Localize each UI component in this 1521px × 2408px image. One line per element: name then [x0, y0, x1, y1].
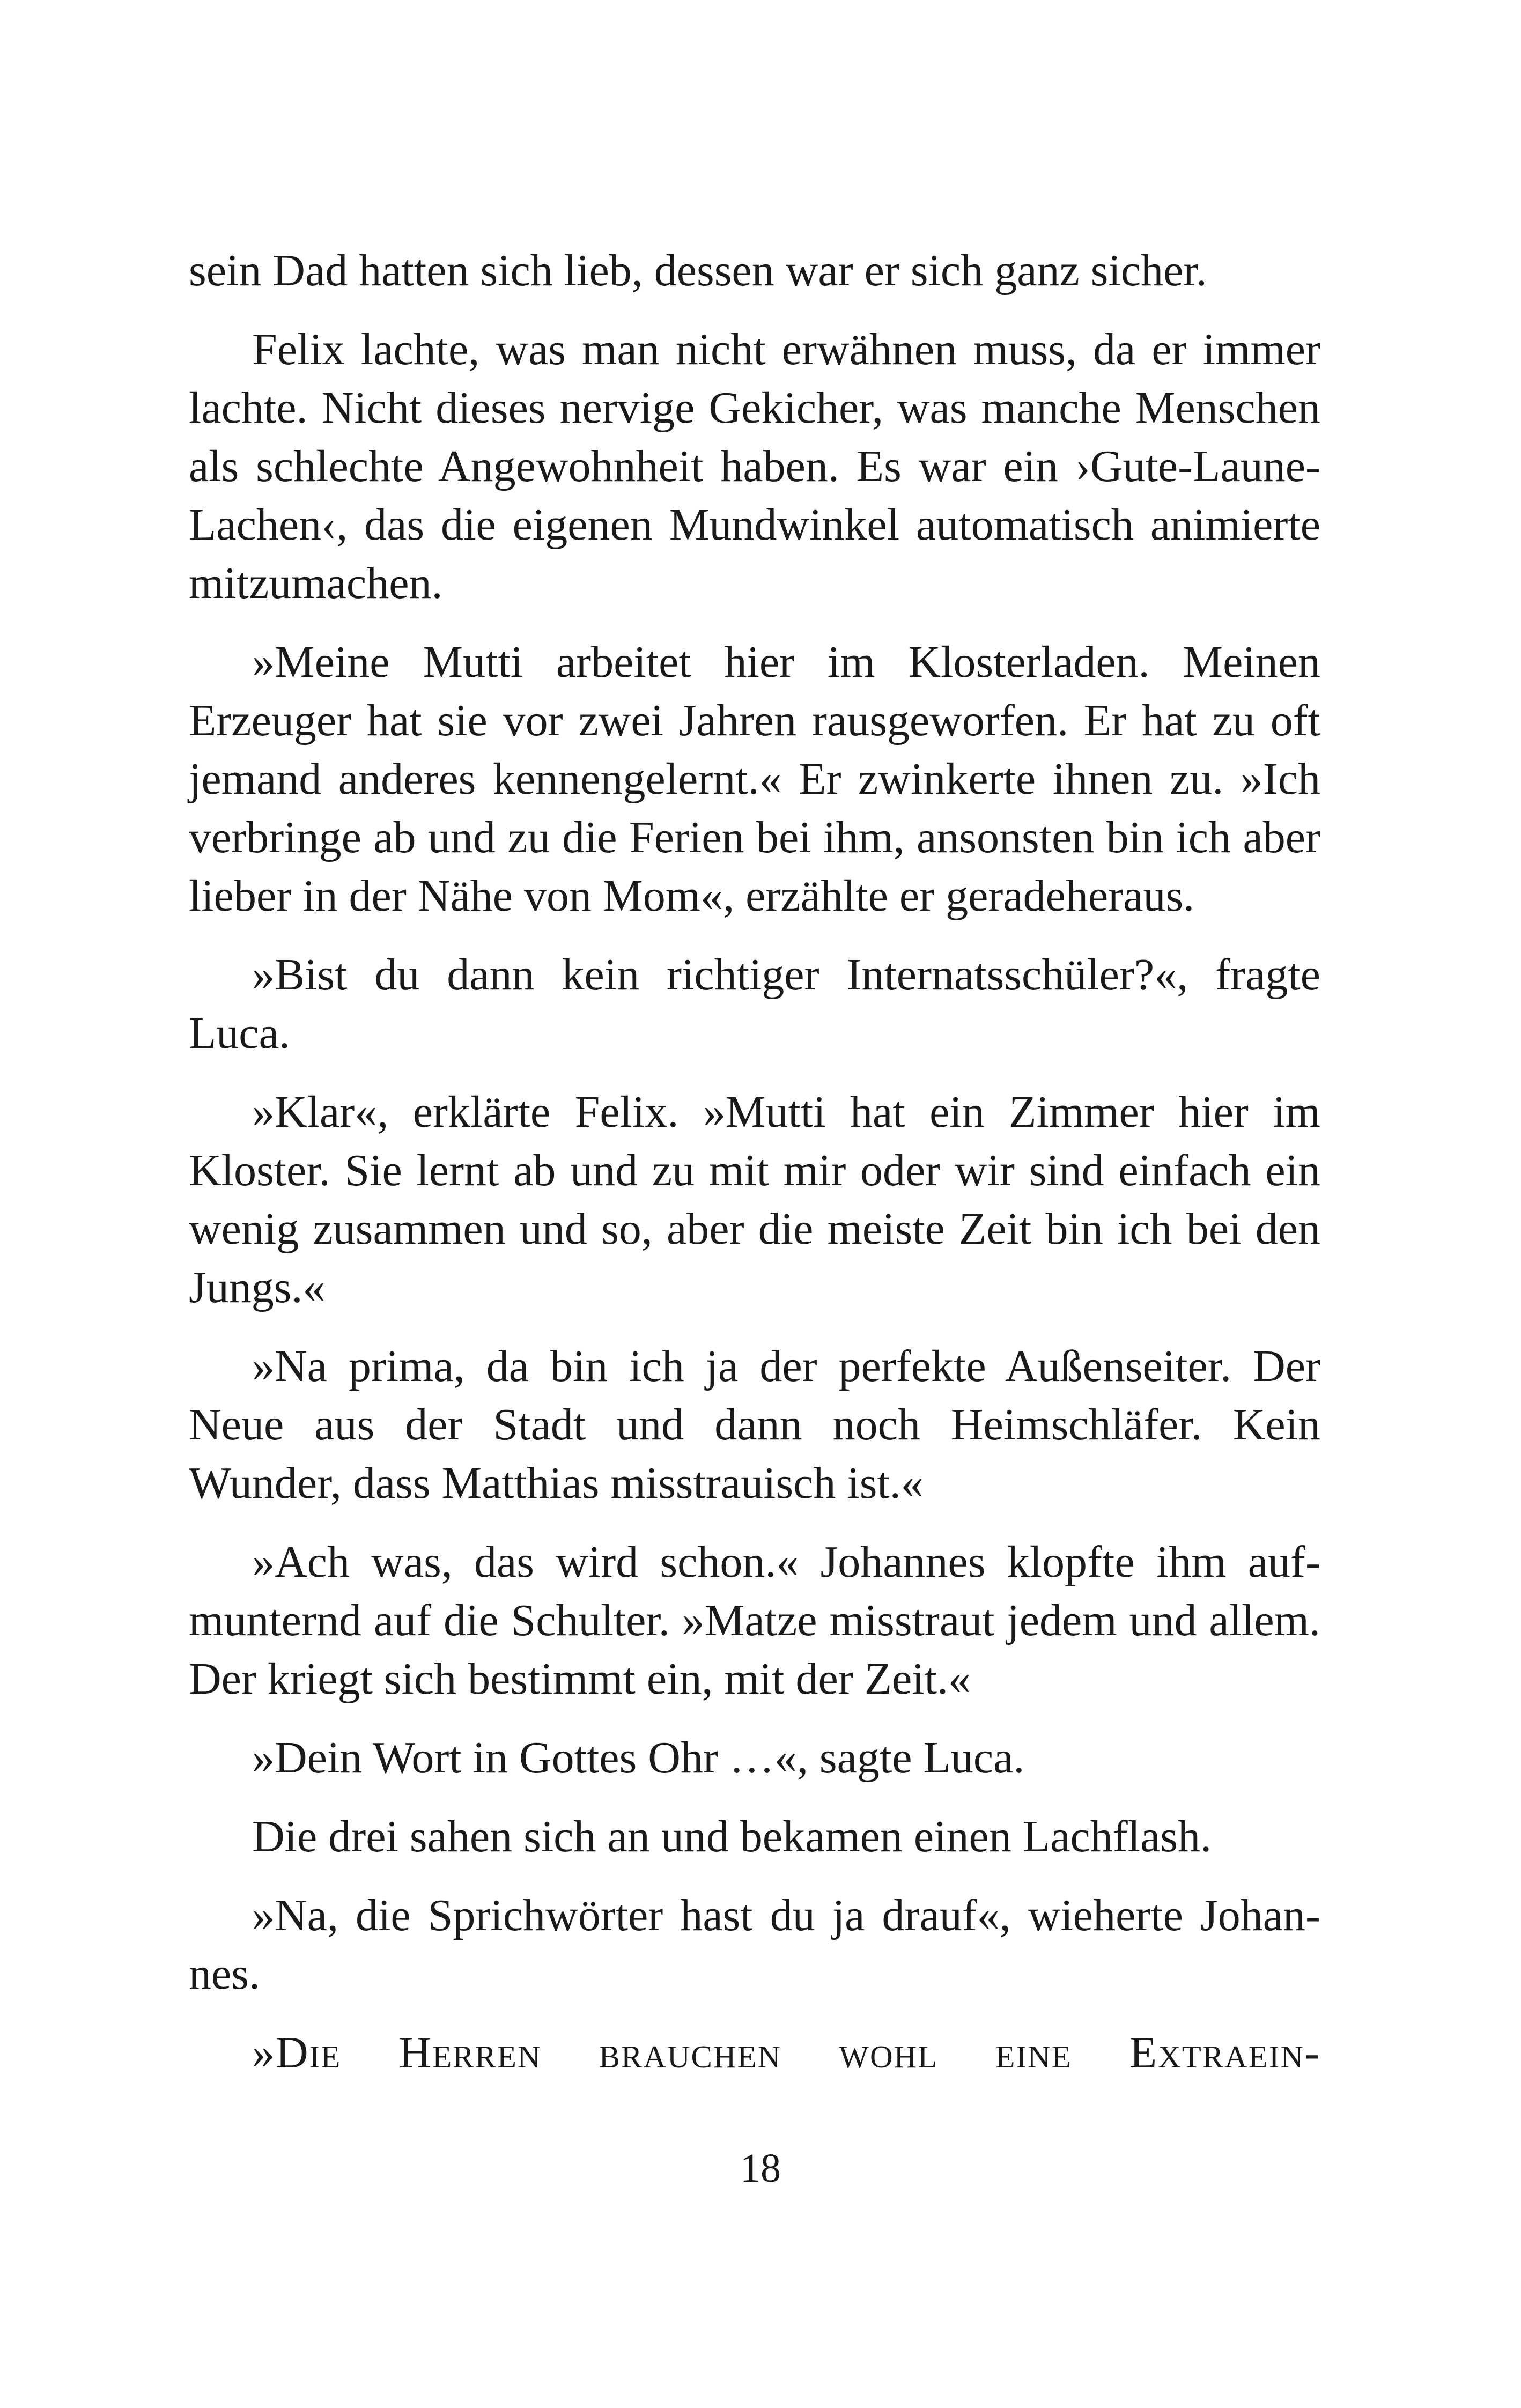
body-text — [189, 241, 1320, 2102]
paragraph-7: »Ach was, das wird schon.« Johannes klopfte ihm aufmunternd auf die Schulter. »Matze misstraut jedem und allem. Der kriegt sich bestimmt ein, mit der Zeit.« — [189, 1537, 1320, 1704]
paragraph-1: sein Dad hatten sich lieb, dessen war er sich ganz sicher. — [189, 246, 1207, 296]
paragraph-continued: »Die Herren brauchen wohl eine Extraein- — [252, 2028, 1320, 2078]
paragraph-3: »Meine Mutti arbeitet hier im Klosterladen. Meinen Erzeuger hat sie vor zwei Jahren rausgeworfen. Er hat zu oft jemand anderes kennengelernt.« Er zwinkerte ihnen zu. »Ich verbringe ab und zu die Ferien bei ihm, ansonsten bin ich aber lieber in der Nähe von Mom«, erzählte er geradeheraus. — [189, 637, 1320, 921]
paragraph-6: »Na prima, da bin ich ja der perfekte Außenseiter. Der Neue aus der Stadt und dann noch Heimschläfer. Kein Wunder, dass Matthias misstrauisch ist.« — [189, 1341, 1320, 1508]
page-number: 18 — [740, 2146, 781, 2191]
paragraph-10: »Na, die Sprichwörter hast du ja drauf«, wieherte Johannes. — [189, 1890, 1320, 1999]
paragraph-2: Felix lachte, was man nicht erwähnen muss, da er immer lachte. Nicht dieses nervige Gekicher, was manche Menschen als schlechte Angewohnheit haben. Es war ein ›Gute-Laune-Lachen‹, das die eigenen Mundwinkel automatisch animierte mitzumachen. — [189, 324, 1320, 608]
paragraph-8: »Dein Wort in Gottes Ohr …«, sagte Luca. — [252, 1733, 1025, 1783]
paragraph-5: »Klar«, erklärte Felix. »Mutti hat ein Zimmer hier im Kloster. Sie lernt ab und zu mit mir oder wir sind einfach ein wenig zusammen und so, aber die meiste Zeit bin ich bei den Jungs.« — [189, 1087, 1320, 1312]
paragraph-9: Die drei sahen sich an und bekamen einen Lachflash. — [252, 1812, 1212, 1862]
paragraph-4: »Bist du dann kein richtiger Internatsschüler?«, fragte Luca. — [189, 950, 1320, 1058]
